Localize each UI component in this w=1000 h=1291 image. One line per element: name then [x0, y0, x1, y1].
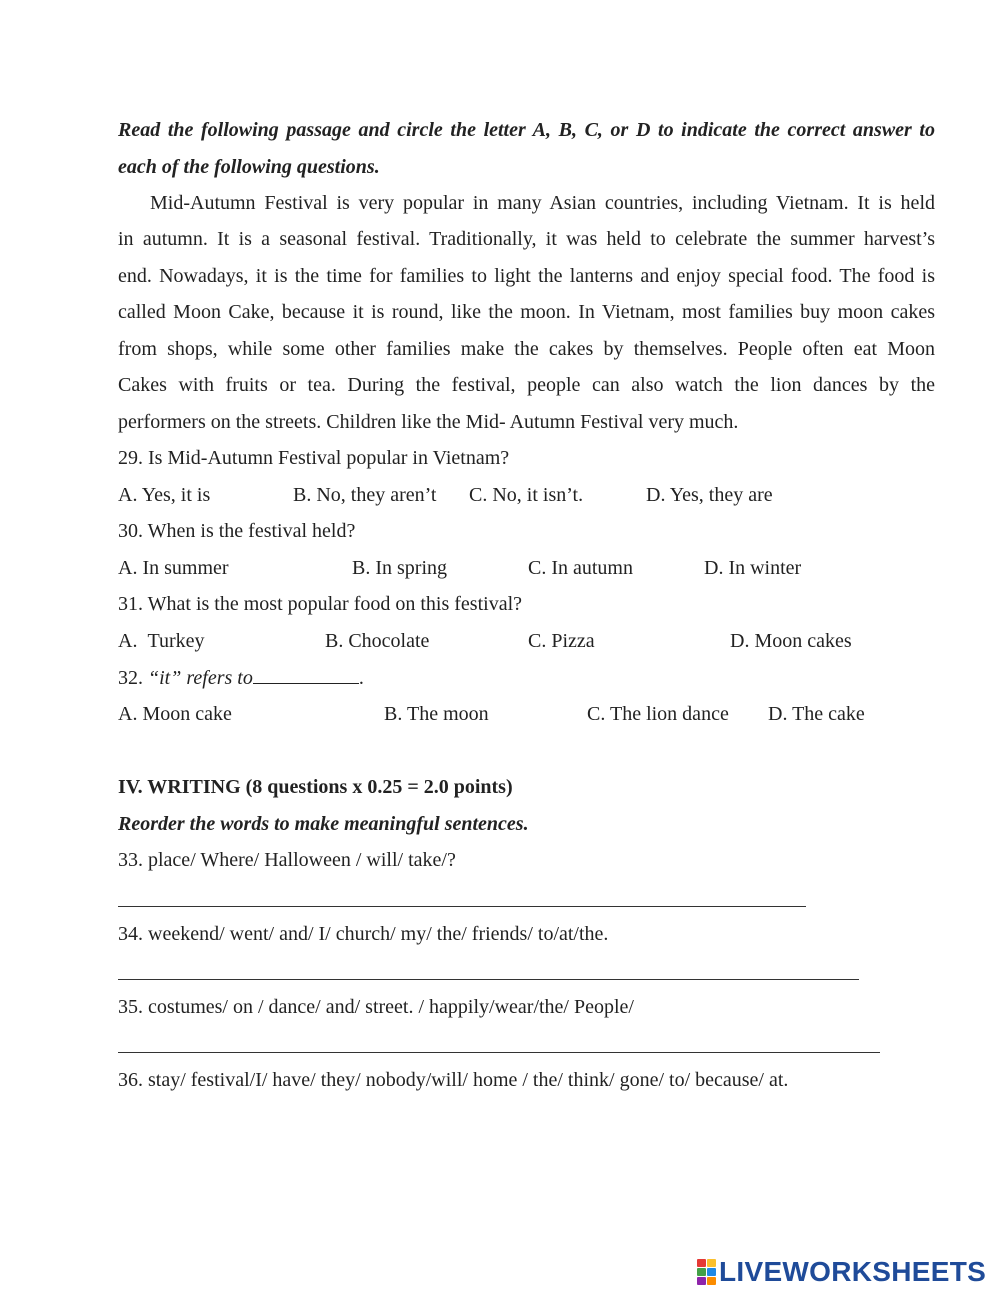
- passage-line: Cakes with fruits or tea. During the festival, people can also watch the lion dances by the: [118, 374, 935, 396]
- question-32-text: “it” refers to: [148, 667, 253, 689]
- answer-line-35[interactable]: [118, 1052, 880, 1053]
- q30-option-c[interactable]: C. In autumn: [528, 557, 633, 579]
- question-32-number: 32.: [118, 667, 148, 689]
- answer-blank[interactable]: [253, 665, 359, 684]
- q29-option-a[interactable]: A. Yes, it is: [118, 484, 211, 506]
- q31-option-b[interactable]: B. Chocolate: [325, 630, 430, 652]
- logo-blocks-icon: [697, 1259, 716, 1285]
- writing-item-35: 35. costumes/ on / dance/ and/ street. / happily/wear/the/ People/: [118, 996, 634, 1018]
- writing-heading: IV. WRITING (8 questions x 0.25 = 2.0 points): [118, 776, 513, 798]
- q32-option-a[interactable]: A. Moon cake: [118, 703, 232, 725]
- logo-block: [707, 1259, 716, 1267]
- q30-option-d[interactable]: D. In winter: [704, 557, 802, 579]
- q30-option-b[interactable]: B. In spring: [352, 557, 447, 579]
- answer-line-34[interactable]: [118, 979, 859, 980]
- logo-block: [707, 1268, 716, 1276]
- question-31: 31. What is the most popular food on this festival?: [118, 593, 523, 615]
- passage-line: in autumn. It is a seasonal festival. Traditionally, it was held to celebrate the summer harvest’s: [118, 228, 935, 250]
- writing-item-34: 34. weekend/ went/ and/ I/ church/ my/ the/ friends/ to/at/the.: [118, 923, 609, 945]
- logo-text: LIVEWORKSHEETS: [719, 1256, 987, 1287]
- writing-item-33: 33. place/ Where/ Halloween / will/ take/?: [118, 849, 456, 871]
- q30-option-a[interactable]: A. In summer: [118, 557, 229, 579]
- q31-option-a[interactable]: A. Turkey: [118, 630, 205, 652]
- q29-option-c[interactable]: C. No, it isn’t.: [469, 484, 584, 506]
- passage-line: Mid-Autumn Festival is very popular in many Asian countries, including Vietnam. It is held: [150, 192, 935, 214]
- writing-instruction: Reorder the words to make meaningful sentences.: [118, 813, 529, 835]
- question-32: [118, 665, 364, 690]
- answer-line-33[interactable]: [118, 906, 806, 907]
- question-29: 29. Is Mid-Autumn Festival popular in Vietnam?: [118, 447, 510, 469]
- q29-option-b[interactable]: B. No, they aren’t: [293, 484, 437, 506]
- logo-block: [697, 1259, 706, 1267]
- question-30: 30. When is the festival held?: [118, 520, 356, 542]
- writing-item-36: 36. stay/ festival/I/ have/ they/ nobody/will/ home / the/ think/ gone/ to/ because/ at.: [118, 1069, 789, 1091]
- passage-line: called Moon Cake, because it is round, like the moon. In Vietnam, most families buy moon cakes: [118, 301, 935, 323]
- q31-option-d[interactable]: D. Moon cakes: [730, 630, 852, 652]
- q32-option-d[interactable]: D. The cake: [768, 703, 865, 725]
- question-32-period: .: [358, 667, 364, 689]
- q32-option-c[interactable]: C. The lion dance: [587, 703, 729, 725]
- logo-block: [697, 1277, 706, 1285]
- q29-option-d[interactable]: D. Yes, they are: [646, 484, 773, 506]
- q31-option-c[interactable]: C. Pizza: [528, 630, 595, 652]
- logo-block: [707, 1277, 716, 1285]
- passage-line: performers on the streets. Children like the Mid- Autumn Festival very much.: [118, 411, 739, 433]
- passage-line: end. Nowadays, it is the time for families to light the lanterns and enjoy special food. The food is: [118, 265, 935, 287]
- logo-block: [697, 1268, 706, 1276]
- reading-instruction-line-2: each of the following questions.: [118, 156, 380, 178]
- passage-line: from shops, while some other families make the cakes by themselves. People often eat Moon: [118, 338, 935, 360]
- liveworksheets-logo: [697, 1256, 986, 1288]
- q32-option-b[interactable]: B. The moon: [384, 703, 489, 725]
- reading-instruction-line-1: Read the following passage and circle the letter A, B, C, or D to indicate the correct answer to: [118, 119, 935, 141]
